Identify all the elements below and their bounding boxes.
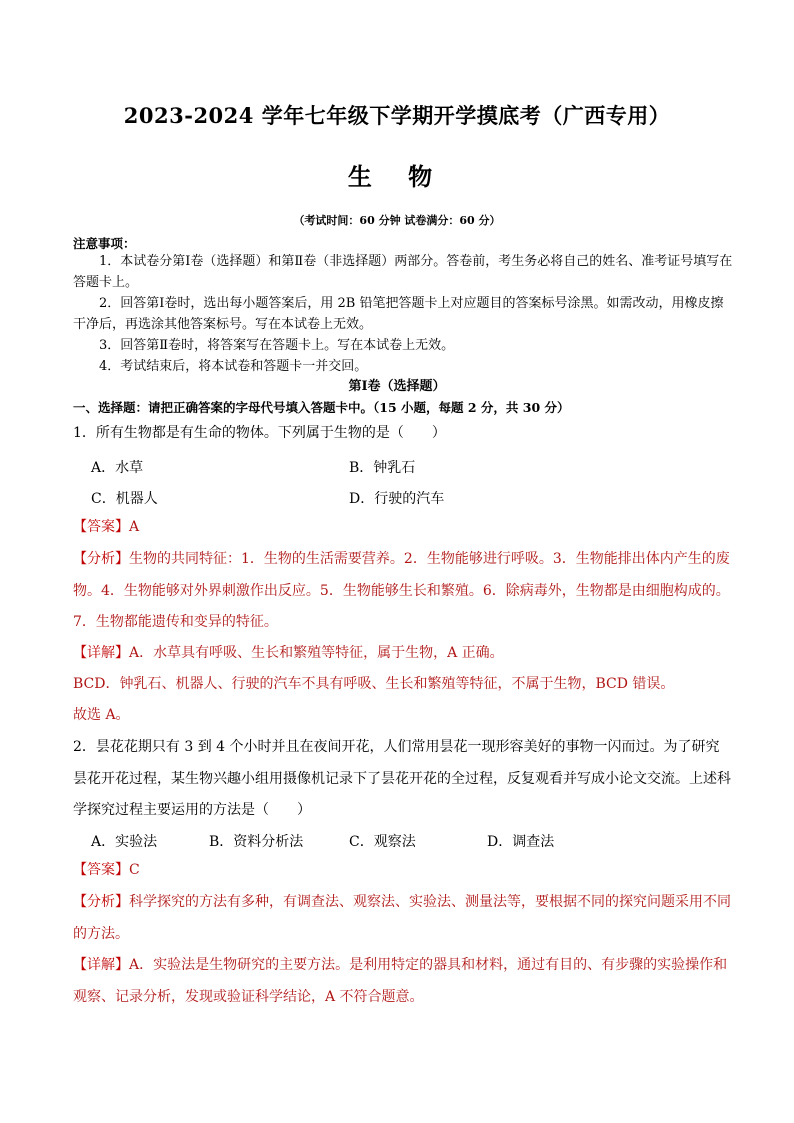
question-1-option-d: D．行驶的汽车 [349, 491, 445, 507]
question-1-option-b: B．钟乳石 [349, 460, 416, 476]
question-2-option-b: B．资料分析法 [209, 834, 304, 850]
note-item: 2．回答第Ⅰ卷时，选出每小题答案后，用 2B 铅笔把答题卡上对应题目的答案标号涂黑。如需改动，用橡皮擦干净后，再选涂其他答案标号。写在本试卷上无效。 [73, 296, 724, 332]
section-title: 第Ⅰ卷（选择题） [348, 379, 446, 394]
subject-title: 生 物 [347, 162, 447, 191]
question-1-option-c: C．机器人 [91, 491, 158, 507]
question-1-detail-line: 故选 A。 [73, 707, 130, 723]
question-2-option-d: D．调查法 [487, 834, 555, 850]
analysis-tag: 【分析】 [73, 551, 129, 567]
note-item: 4．考试结束后，将本试卷和答题卡一并交回。 [99, 359, 368, 374]
detail-tag: 【详解】 [73, 957, 129, 973]
detail-tag: 【详解】 [73, 645, 129, 661]
note-item: 3．回答第Ⅱ卷时，将答案写在答题卡上。写在本试卷上无效。 [99, 338, 455, 353]
page-title: 2023-2024 学年七年级下学期开学摸底考（广西专用） [123, 103, 671, 128]
question-1-detail-line: BCD．钟乳石、机器人、行驶的汽车不具有呼吸、生长和繁殖等特征，不属于生物，BCD 错误。 [73, 676, 675, 692]
analysis-text: 科学探究的方法有多种，有调查法、观察法、实验法、测量法等，要根据不同的探究问题采用不同的方法。 [73, 894, 731, 942]
question-1-answer [73, 512, 735, 544]
analysis-tag: 【分析】 [73, 894, 129, 910]
question-2-detail [73, 950, 735, 1013]
exam-info: （考试时间：60 分钟 试卷满分：60 分） [293, 214, 501, 227]
answer-value: C [129, 862, 140, 878]
question-2-analysis [73, 887, 735, 950]
detail-line: A．水草具有呼吸、生长和繁殖等特征，属于生物，A 正确。 [129, 645, 504, 661]
question-1-option-a: A．水草 [91, 460, 144, 476]
question-2-option-c: C．观察法 [349, 834, 416, 850]
question-1-analysis [73, 544, 735, 639]
notes-heading: 注意事项： [73, 236, 136, 251]
note-item: 1．本试卷分第Ⅰ卷（选择题）和第Ⅱ卷（非选择题）两部分。答卷前，考生务必将自己的姓名、准考证号填写在答题卡上。 [73, 254, 733, 290]
answer-tag: 【答案】 [73, 862, 129, 878]
question-1-detail [73, 638, 735, 670]
question-2-option-a: A．实验法 [91, 834, 158, 850]
section-instruction: 一、选择题：请把正确答案的字母代号填入答题卡中。（15 小题，每题 2 分，共 30 分） [73, 400, 570, 415]
question-2-stem: 2．昙花花期只有 3 到 4 个小时并且在夜间开花，人们常用昙花一现形容美好的事物一闪而过。为了研究昙花开花过程，某生物兴趣小组用摄像机记录下了昙花开花的全过程，反复观看并写成小论文交流。上述科学探究过程主要运用的方法是（ ） [73, 739, 731, 818]
question-2-answer [73, 855, 735, 887]
detail-text: A．实验法是生物研究的主要方法。是利用特定的器具和材料，通过有目的、有步骤的实验操作和观察、记录分析，发现或验证科学结论，A 不符合题意。 [73, 957, 728, 1005]
answer-value: A [129, 519, 140, 535]
question-1-stem: 1．所有生物都是有生命的物体。下列属于生物的是（ ） [73, 425, 446, 441]
answer-tag: 【答案】 [73, 519, 129, 535]
analysis-text: 生物的共同特征：1．生物的生活需要营养。2．生物能够进行呼吸。3．生物能排出体内产生的废物。4．生物能够对外界刺激作出反应。5．生物能够生长和繁殖。6．除病毒外，生物都是由细胞构成的。7．生物都能遗传和变异的特征。 [73, 551, 730, 630]
